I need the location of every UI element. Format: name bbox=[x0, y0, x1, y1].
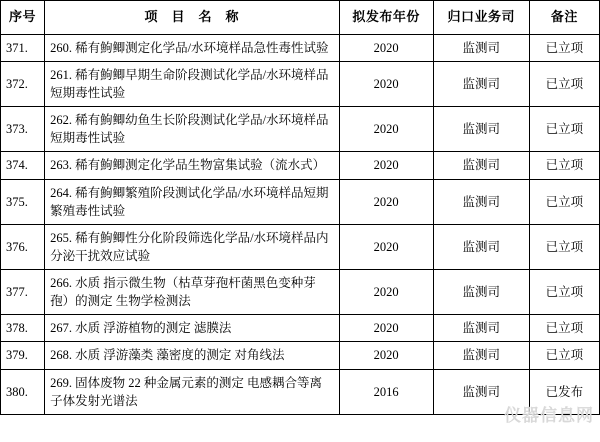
row-year: 2020 bbox=[339, 34, 433, 61]
row-dept: 监测司 bbox=[433, 107, 529, 152]
row-name: 264. 稀有鮈鲫繁殖阶段测试化学品/水环境样品短期繁殖毒性试验 bbox=[45, 179, 339, 224]
table-row bbox=[1, 224, 600, 269]
row-year: 2020 bbox=[339, 61, 433, 106]
row-dept: 监测司 bbox=[433, 34, 529, 61]
row-note: 已立项 bbox=[529, 342, 599, 369]
table-row bbox=[1, 34, 600, 61]
row-note: 已立项 bbox=[529, 270, 599, 315]
row-note: 已发布 bbox=[529, 369, 599, 414]
table-row bbox=[1, 179, 600, 224]
row-seq: 377. bbox=[1, 270, 45, 315]
row-note: 已立项 bbox=[529, 152, 599, 179]
row-year: 2020 bbox=[339, 270, 433, 315]
row-dept: 监测司 bbox=[433, 270, 529, 315]
row-dept: 监测司 bbox=[433, 179, 529, 224]
row-seq: 372. bbox=[1, 61, 45, 106]
table-row bbox=[1, 342, 600, 369]
table-header-row bbox=[1, 1, 600, 35]
row-name: 260. 稀有鮈鲫测定化学品/水环境样品急性毒性试验 bbox=[45, 34, 339, 61]
row-note: 已立项 bbox=[529, 224, 599, 269]
row-note: 已立项 bbox=[529, 315, 599, 342]
row-year: 2020 bbox=[339, 152, 433, 179]
row-note: 已立项 bbox=[529, 34, 599, 61]
row-name: 266. 水质 指示微生物（枯草芽孢杆菌黑色变种芽孢）的测定 生物学检测法 bbox=[45, 270, 339, 315]
column-header-year: 拟发布年份 bbox=[339, 1, 433, 35]
row-dept: 监测司 bbox=[433, 61, 529, 106]
row-year: 2020 bbox=[339, 315, 433, 342]
row-year: 2020 bbox=[339, 342, 433, 369]
row-seq: 373. bbox=[1, 107, 45, 152]
row-seq: 374. bbox=[1, 152, 45, 179]
table-row bbox=[1, 61, 600, 106]
row-name: 269. 固体废物 22 种金属元素的测定 电感耦合等离子体发射光谱法 bbox=[45, 369, 339, 414]
row-seq: 378. bbox=[1, 315, 45, 342]
row-dept: 监测司 bbox=[433, 224, 529, 269]
row-seq: 380. bbox=[1, 369, 45, 414]
row-dept: 监测司 bbox=[433, 342, 529, 369]
row-year: 2020 bbox=[339, 179, 433, 224]
row-year: 2020 bbox=[339, 224, 433, 269]
row-name: 262. 稀有鮈鲫幼鱼生长阶段测试化学品/水环境样品短期毒性试验 bbox=[45, 107, 339, 152]
table-row bbox=[1, 315, 600, 342]
row-note: 已立项 bbox=[529, 107, 599, 152]
row-name: 263. 稀有鮈鲫测定化学品生物富集试验（流水式） bbox=[45, 152, 339, 179]
table-row bbox=[1, 369, 600, 414]
row-seq: 371. bbox=[1, 34, 45, 61]
column-header-dept: 归口业务司 bbox=[433, 1, 529, 35]
row-name: 265. 稀有鮈鲫性分化阶段筛选化学品/水环境样品内分泌干扰效应试验 bbox=[45, 224, 339, 269]
row-dept: 监测司 bbox=[433, 369, 529, 414]
column-header-seq: 序号 bbox=[1, 1, 45, 35]
watermark: 仪器信息网 bbox=[504, 406, 594, 425]
row-name: 268. 水质 浮游藻类 藻密度的测定 对角线法 bbox=[45, 342, 339, 369]
column-header-name: 项 目 名 称 bbox=[45, 1, 339, 35]
row-year: 2020 bbox=[339, 107, 433, 152]
row-dept: 监测司 bbox=[433, 152, 529, 179]
row-note: 已立项 bbox=[529, 179, 599, 224]
row-name: 267. 水质 浮游植物的测定 滤膜法 bbox=[45, 315, 339, 342]
row-note: 已立项 bbox=[529, 61, 599, 106]
row-name: 261. 稀有鮈鲫早期生命阶段测试化学品/水环境样品短期毒性试验 bbox=[45, 61, 339, 106]
table-row bbox=[1, 270, 600, 315]
row-seq: 379. bbox=[1, 342, 45, 369]
row-seq: 376. bbox=[1, 224, 45, 269]
table-row bbox=[1, 107, 600, 152]
row-dept: 监测司 bbox=[433, 315, 529, 342]
row-year: 2016 bbox=[339, 369, 433, 414]
column-header-note: 备注 bbox=[529, 1, 599, 35]
row-seq: 375. bbox=[1, 179, 45, 224]
table-row bbox=[1, 152, 600, 179]
